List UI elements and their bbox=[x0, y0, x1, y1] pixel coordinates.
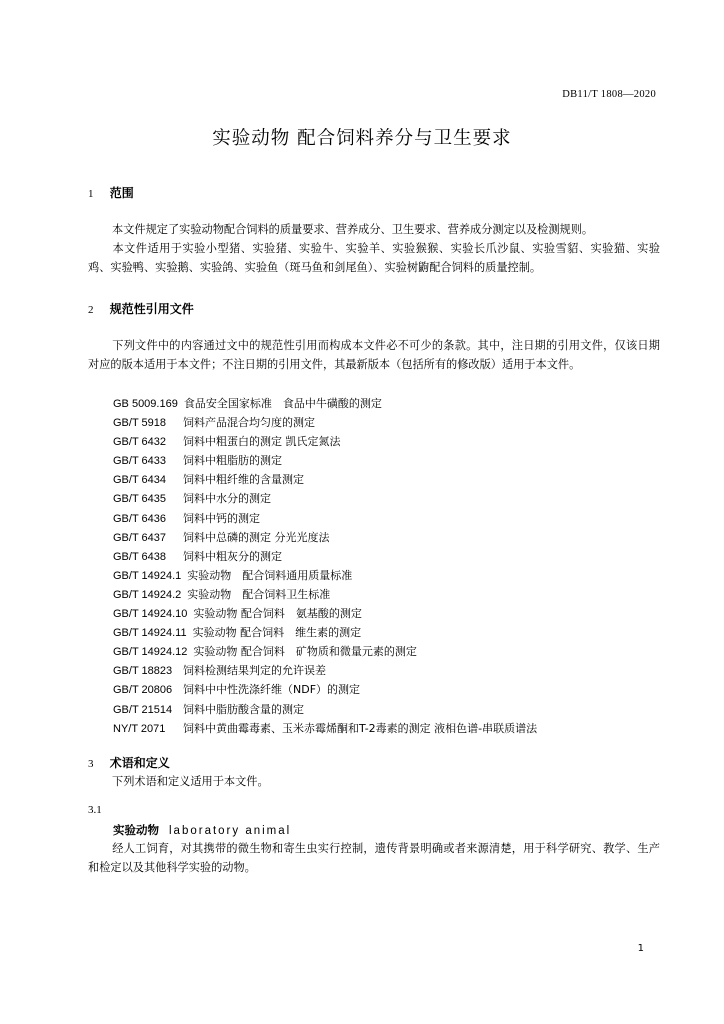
reference-item bbox=[113, 642, 537, 661]
reference-code: GB/T 18823 bbox=[113, 665, 173, 678]
reference-item bbox=[113, 432, 537, 451]
normative-references-list bbox=[113, 394, 537, 738]
section-3-number: 3 bbox=[88, 758, 94, 770]
reference-title: 饲料产品混合均匀度的测定 bbox=[183, 416, 315, 430]
section-2-title: 规范性引用文件 bbox=[109, 302, 194, 316]
reference-title: 饲料中脂肪酸含量的测定 bbox=[183, 702, 304, 716]
reference-code: GB/T 20806 bbox=[113, 684, 173, 697]
reference-code: GB/T 5918 bbox=[113, 417, 166, 430]
reference-item bbox=[113, 566, 537, 585]
reference-title: 饲料中粗蛋白的测定 凯氏定氮法 bbox=[183, 435, 341, 449]
reference-code: GB/T 14924.1 bbox=[113, 569, 182, 582]
reference-item bbox=[113, 394, 537, 413]
reference-item bbox=[113, 547, 537, 566]
reference-code: NY/T 2071 bbox=[113, 722, 166, 735]
reference-code: GB/T 6435 bbox=[113, 493, 166, 506]
section-3-paragraph-1: 下列术语和定义适用于本文件。 bbox=[112, 775, 269, 788]
reference-item bbox=[113, 528, 537, 547]
reference-item bbox=[113, 509, 537, 528]
reference-code: GB/T 6432 bbox=[113, 436, 166, 449]
section-1-number: 1 bbox=[88, 188, 94, 200]
reference-title: 实验动物 配合饲料 维生素的测定 bbox=[192, 626, 362, 640]
reference-code: GB/T 14924.10 bbox=[113, 608, 188, 621]
reference-item bbox=[113, 470, 537, 489]
reference-code: GB/T 6437 bbox=[113, 531, 166, 544]
reference-title: 饲料中黄曲霉毒素、玉米赤霉烯酮和T-2毒素的测定 液相色谱-串联质谱法 bbox=[183, 721, 538, 735]
reference-title: 实验动物 配合饲料 氨基酸的测定 bbox=[193, 607, 362, 621]
page-number: 1 bbox=[637, 943, 644, 954]
reference-code: GB/T 14924.11 bbox=[113, 627, 187, 640]
reference-title: 饲料中钙的测定 bbox=[183, 511, 260, 525]
reference-code: GB/T 14924.2 bbox=[113, 588, 182, 601]
reference-code: GB/T 6433 bbox=[113, 455, 166, 468]
reference-item bbox=[113, 451, 537, 470]
reference-item bbox=[113, 661, 537, 680]
reference-title: 饲料中粗灰分的测定 bbox=[183, 549, 282, 563]
section-2-number: 2 bbox=[88, 304, 94, 316]
section-2-paragraph-1: 下列文件中的内容通过文中的规范性引用而构成本文件必不可少的条款。其中，注日期的引用文件，仅该日期对应的版本适用于本文件；不注日期的引用文件，其最新版本（包括所有的修改版）适用于本文件。 bbox=[88, 339, 660, 371]
reference-item bbox=[113, 585, 537, 604]
standard-code: DB11/T 1808—2020 bbox=[562, 89, 656, 100]
reference-code: GB/T 6436 bbox=[113, 512, 166, 525]
reference-title: 实验动物 配合饲料卫生标准 bbox=[187, 587, 331, 601]
section-1-title: 范围 bbox=[109, 186, 134, 200]
term-en: laboratory animal bbox=[169, 825, 292, 837]
section-2-heading bbox=[88, 300, 194, 317]
reference-title: 饲料中粗脂肪的测定 bbox=[183, 454, 282, 468]
reference-title: 实验动物 配合饲料 矿物质和微量元素的测定 bbox=[193, 645, 417, 659]
reference-item bbox=[113, 489, 537, 508]
reference-item bbox=[113, 413, 537, 432]
reference-item bbox=[113, 604, 537, 623]
section-1-paragraph-2: 本文件适用于实验小型猪、实验猪、实验牛、实验羊、实验猴猴、实验长爪沙鼠、实验雪貂、实验猫、实验鸡、实验鸭、实验鹅、实验鸽、实验鱼（斑马鱼和剑尾鱼）、实验树鼩配合饲料的质量控制。 bbox=[88, 242, 660, 274]
reference-item bbox=[113, 623, 537, 642]
reference-code: GB/T 6438 bbox=[113, 550, 166, 563]
reference-code: GB 5009.169 bbox=[113, 398, 178, 410]
reference-code: GB/T 14924.12 bbox=[113, 646, 188, 659]
reference-title: 饲料中水分的测定 bbox=[183, 492, 271, 506]
reference-title: 饲料检测结果判定的允许误差 bbox=[183, 664, 326, 678]
section-1-paragraph-1: 本文件规定了实验动物配合饲料的质量要求、营养成分、卫生要求、营养成分测定以及检测规则。 bbox=[112, 223, 594, 236]
term-definition: 经人工饲育，对其携带的微生物和寄生虫实行控制，遗传背景明确或者来源清楚，用于科学研究、教学、生产和检定以及其他科学实验的动物。 bbox=[88, 842, 660, 874]
section-3-title: 术语和定义 bbox=[109, 756, 170, 770]
term-number: 3.1 bbox=[88, 804, 102, 816]
reference-title: 食品安全国家标准 食品中牛磺酸的测定 bbox=[183, 397, 382, 410]
reference-title: 饲料中中性洗涤纤维（NDF）的测定 bbox=[183, 683, 361, 697]
reference-title: 饲料中总磷的测定 分光光度法 bbox=[183, 530, 330, 544]
reference-item bbox=[113, 719, 537, 738]
reference-item bbox=[113, 700, 537, 719]
document-title: 实验动物 配合饲料养分与卫生要求 bbox=[212, 128, 512, 149]
reference-code: GB/T 21514 bbox=[113, 703, 173, 716]
reference-item bbox=[113, 680, 537, 699]
section-1-heading bbox=[88, 184, 134, 201]
reference-title: 饲料中粗纤维的含量测定 bbox=[183, 473, 304, 487]
reference-code: GB/T 6434 bbox=[113, 474, 166, 487]
reference-title: 实验动物 配合饲料通用质量标准 bbox=[187, 568, 353, 582]
term-zh: 实验动物 bbox=[113, 823, 159, 837]
term-heading bbox=[113, 822, 291, 838]
section-3-heading bbox=[88, 754, 170, 771]
